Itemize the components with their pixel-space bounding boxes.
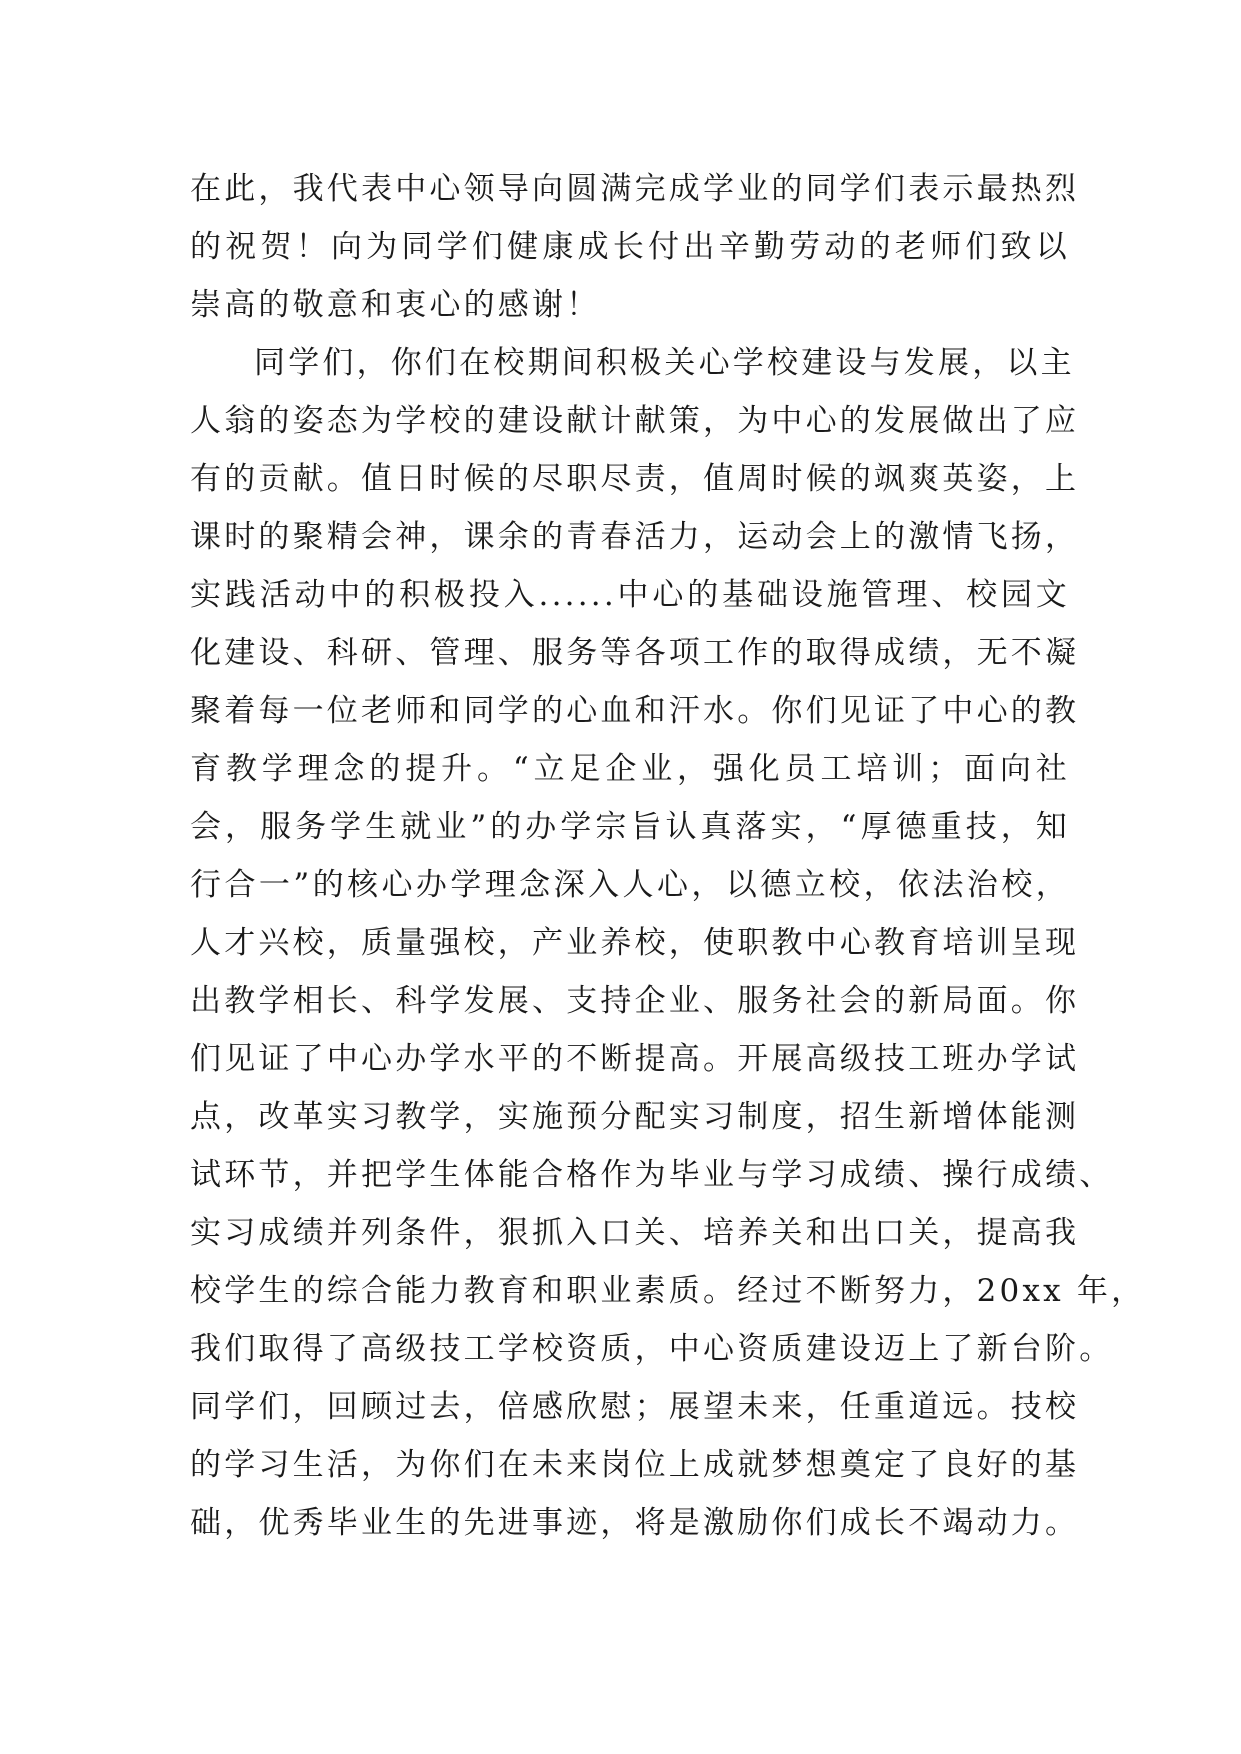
text-line: 同学们，回顾过去，倍感欣慰；展望未来，任重道远。技校: [190, 1389, 1080, 1425]
text-line: 人才兴校，质量强校，产业养校，使职教中心教育培训呈现: [190, 925, 1080, 961]
text-line: 化建设、科研、管理、服务等各项工作的取得成绩，无不凝: [190, 635, 1080, 671]
text-line: 课时的聚精会神，课余的青春活力，运动会上的激情飞扬，: [190, 519, 1080, 555]
text-line: 行合一”的核心办学理念深入人心，以德立校，依法治校，: [190, 867, 1070, 903]
text-line: 的祝贺！向为同学们健康成长付出辛勤劳动的老师们致以: [190, 229, 1070, 265]
text-line: 聚着每一位老师和同学的心血和汗水。你们见证了中心的教: [190, 693, 1080, 729]
text-line: 实践活动中的积极投入......中心的基础设施管理、校园文: [190, 577, 1070, 613]
text-line: 有的贡献。值日时候的尽职尽责，值周时候的飒爽英姿，上: [190, 461, 1080, 497]
text-line: 试环节，并把学生体能合格作为毕业与学习成绩、操行成绩、: [190, 1157, 1114, 1193]
text-line: 础，优秀毕业生的先进事迹，将是激励你们成长不竭动力。: [190, 1505, 1080, 1541]
body-text: [190, 160, 1146, 1552]
text-line: 崇高的敬意和衷心的感谢！: [190, 287, 601, 323]
text-line: 们见证了中心办学水平的不断提高。开展高级技工班办学试: [190, 1041, 1080, 1077]
text-line: 出教学相长、科学发展、支持企业、服务社会的新局面。你: [190, 983, 1080, 1019]
text-line: 点，改革实习教学，实施预分配实习制度，招生新增体能测: [190, 1099, 1080, 1135]
text-line: 在此，我代表中心领导向圆满完成学业的同学们表示最热烈: [190, 171, 1080, 207]
text-line: 实习成绩并列条件，狠抓入口关、培养关和出口关，提高我: [190, 1215, 1080, 1251]
text-line: 育教学理念的提升。“立足企业，强化员工培训；面向社: [190, 751, 1070, 787]
text-line: 的学习生活，为你们在未来岗位上成就梦想奠定了良好的基: [190, 1447, 1080, 1483]
text-line: 人翁的姿态为学校的建设献计献策，为中心的发展做出了应: [190, 403, 1080, 439]
text-line: 我们取得了高级技工学校资质，中心资质建设迈上了新台阶。: [190, 1331, 1114, 1367]
text-line: 校学生的综合能力教育和职业素质。经过不断努力，20xx 年，: [190, 1273, 1146, 1309]
text-line: 会，服务学生就业”的办学宗旨认真落实，“厚德重技，知: [190, 809, 1070, 845]
paragraph-start-line: 同学们，你们在校期间积极关心学校建设与发展，以主: [254, 345, 1075, 381]
